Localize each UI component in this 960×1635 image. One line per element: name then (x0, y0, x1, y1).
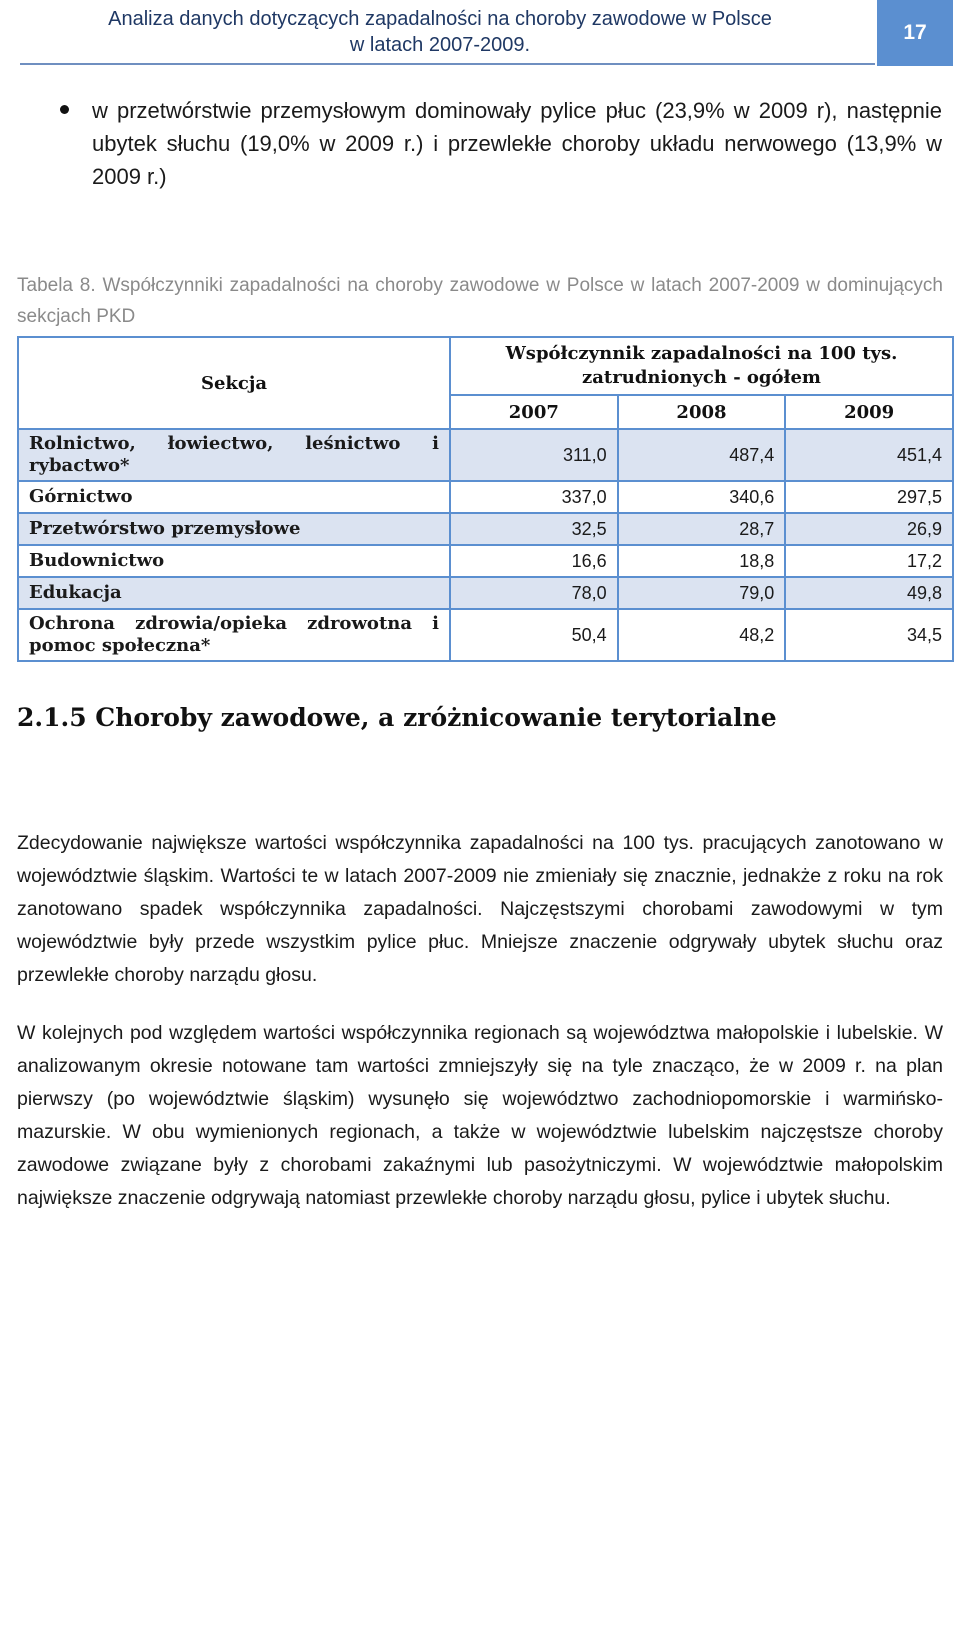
header-title-line1: Analiza danych dotyczących zapadalności na choroby zawodowe w Polsce (108, 8, 772, 30)
table-row (18, 429, 953, 481)
bullet-icon (60, 105, 69, 114)
table-row (18, 609, 953, 661)
row-value-2007: 78,0 (450, 577, 618, 609)
row-value-2008: 18,8 (618, 545, 786, 577)
table-caption: Tabela 8. Współczynniki zapadalności na choroby zawodowe w Polsce w latach 2007-2009 w dominujących sekcjach PKD (17, 275, 943, 327)
row-value-2009: 26,9 (785, 513, 953, 545)
row-value-2007: 311,0 (450, 429, 618, 481)
table-row (18, 545, 953, 577)
table-row (18, 481, 953, 513)
row-sekcja: Rolnictwo, łowiectwo, leśnictwo i rybactwo* (18, 429, 450, 481)
header-title-line2: w latach 2007-2009. (349, 34, 531, 56)
pkd-table (17, 336, 954, 662)
page-header (0, 0, 960, 70)
row-value-2008: 48,2 (618, 609, 786, 661)
row-value-2008: 79,0 (618, 577, 786, 609)
header-year-2007: 2007 (450, 395, 618, 429)
header-sekcja: Sekcja (18, 337, 450, 429)
row-sekcja: Budownictwo (18, 545, 450, 577)
row-value-2009: 17,2 (785, 545, 953, 577)
row-sekcja: Przetwórstwo przemysłowe (18, 513, 450, 545)
row-value-2009: 297,5 (785, 481, 953, 513)
header-divider (20, 63, 875, 65)
header-title (20, 6, 860, 58)
row-value-2007: 50,4 (450, 609, 618, 661)
row-value-2008: 28,7 (618, 513, 786, 545)
row-value-2007: 32,5 (450, 513, 618, 545)
row-sekcja: Górnictwo (18, 481, 450, 513)
bullet-text: w przetwórstwie przemysłowym dominowały pylice płuc (23,9% w 2009 r), następnie ubytek słuchu (19,0% w 2009 r.) i przewlekłe choroby układu nerwowego (13,9% w 2009 r.) (92, 98, 942, 189)
paragraph: W kolejnych pod względem wartości współczynnika regionach są województwa małopolskie i lubelskie. W analizowanym okresie notowane tam wartości zmniejszyły się na tyle znacząco, że w 2009 r. na plan pierwszy (po województwie śląskim) wysunęło się województwo zachodniopomorskie i warmińsko-mazurskie. W obu wymienionych regionach, a także w województwie lubelskim najczęstsze choroby zawodowe związane były z chorobami zakaźnymi lub pasożytniczymi. W województwie małopolskim największe znaczenie odgrywają natomiast przewlekłe choroby narządu głosu, pylice i ubytek słuchu. (17, 1022, 943, 1209)
section-heading: 2.1.5 Choroby zawodowe, a zróżnicowanie terytorialne (17, 703, 777, 732)
bullet-list-item (62, 94, 942, 193)
row-value-2007: 337,0 (450, 481, 618, 513)
header-year-2008: 2008 (618, 395, 786, 429)
page-number: 17 (877, 0, 953, 66)
row-sekcja: Ochrona zdrowia/opieka zdrowotna i pomoc społeczna* (18, 609, 450, 661)
header-wspolczynnik: Współczynnik zapadalności na 100 tys. zatrudnionych - ogółem (450, 337, 953, 395)
row-value-2009: 451,4 (785, 429, 953, 481)
row-value-2008: 487,4 (618, 429, 786, 481)
row-value-2008: 340,6 (618, 481, 786, 513)
row-value-2009: 34,5 (785, 609, 953, 661)
row-value-2009: 49,8 (785, 577, 953, 609)
table-row (18, 577, 953, 609)
table-row (18, 513, 953, 545)
row-sekcja: Edukacja (18, 577, 450, 609)
header-year-2009: 2009 (785, 395, 953, 429)
row-value-2007: 16,6 (450, 545, 618, 577)
paragraph: Zdecydowanie największe wartości współczynnika zapadalności na 100 tys. pracujących zanotowano w województwie śląskim. Wartości te w latach 2007-2009 nie zmieniały się znacznie, jednakże z roku na rok zanotowano spadek współczynnika zapadalności. Najczęstszymi chorobami zawodowymi w tym województwie były przede wszystkim pylice płuc. Mniejsze znaczenie odgrywały ubytek słuchu oraz przewlekłe choroby narządu głosu. (17, 832, 943, 986)
